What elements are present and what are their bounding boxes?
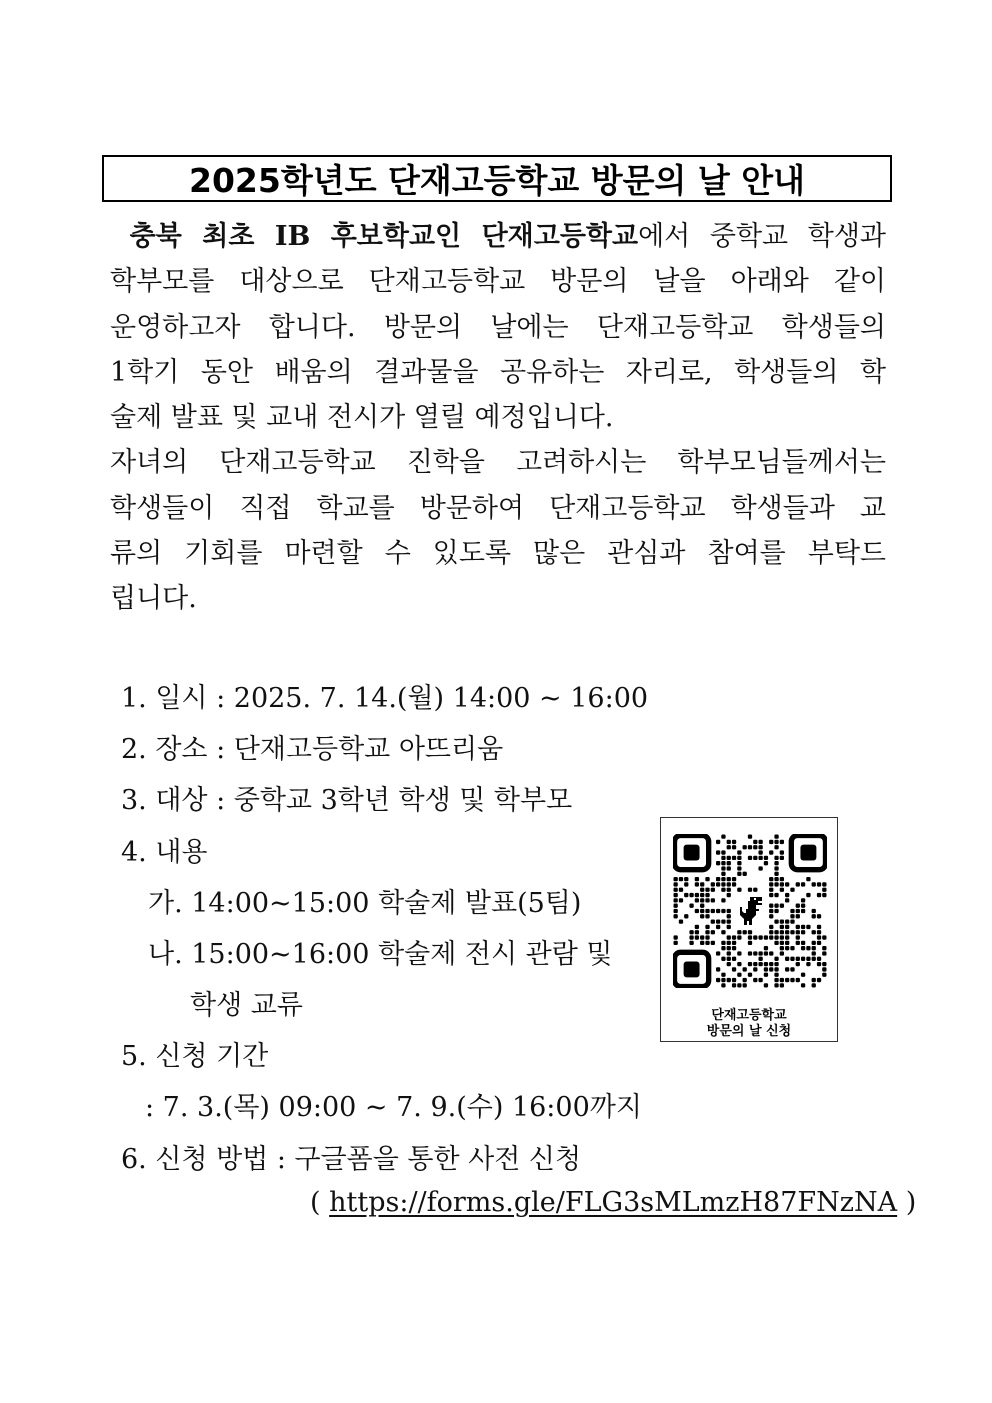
detail-link-row [310, 1187, 916, 1218]
intro-line-4: 1학기 동안 배움의 결과물을 공유하는 자리로, 학생들의 학 [110, 356, 886, 388]
google-form-link[interactable]: https://forms.gle/FLG3sMLmzH87FNzNA [329, 1187, 898, 1218]
dinosaur-icon [734, 893, 766, 927]
intro-line-8: 류의 기회를 마련할 수 있도록 많은 관심과 참여를 부탁드 [110, 538, 886, 570]
detail-content-b-cont: 학생 교류 [190, 990, 303, 1021]
detail-period-value: : 7. 3.(목) 09:00 ~ 7. 9.(수) 16:00까지 [145, 1092, 642, 1123]
intro-line-3: 운영하고자 합니다. 방문의 날에는 단재고등학교 학생들의 [110, 311, 886, 343]
qr-finder-bottom-left [675, 952, 709, 986]
intro-line-9: 립니다. [110, 583, 197, 615]
detail-period: 5. 신청 기간 [121, 1041, 269, 1072]
link-open-paren: ( [310, 1187, 330, 1218]
detail-target: 3. 대상 : 중학교 3학년 학생 및 학부모 [121, 785, 573, 816]
qr-caption-line-2: 방문의 날 신청 [706, 1024, 792, 1039]
page-title: 2025학년도 단재고등학교 방문의 날 안내 [102, 155, 892, 202]
qr-finder-top-left [675, 836, 709, 870]
qr-code-box [660, 817, 838, 1042]
detail-location: 2. 장소 : 단재고등학교 아뜨리움 [121, 734, 504, 765]
qr-finder-top-right [791, 836, 825, 870]
intro-line-1 [110, 214, 886, 259]
link-close-paren: ) [897, 1187, 917, 1218]
intro-line-5: 술제 발표 및 교내 전시가 열릴 예정입니다. [110, 402, 614, 434]
intro-line-6: 자녀의 단재고등학교 진학을 고려하시는 학부모님들께서는 [110, 447, 886, 479]
detail-content-a: 가. 14:00~15:00 학술제 발표(5팀) [148, 888, 582, 919]
intro-line-2: 학부모를 대상으로 단재고등학교 방문의 날을 아래와 같이 [110, 266, 886, 298]
detail-date: 1. 일시 : 2025. 7. 14.(월) 14:00 ~ 16:00 [121, 683, 649, 714]
qr-code[interactable] [673, 834, 827, 988]
detail-content: 4. 내용 [121, 837, 208, 868]
intro-line-1-rest: 에서 중학교 학생과 [638, 221, 886, 252]
detail-content-b: 나. 15:00~16:00 학술제 전시 관람 및 [148, 939, 613, 970]
qr-caption [661, 1008, 837, 1040]
intro-highlight: 충북 최초 IB 후보학교인 단재고등학교 [129, 221, 639, 252]
detail-method: 6. 신청 방법 : 구글폼을 통한 사전 신청 [121, 1144, 582, 1175]
qr-caption-line-1: 단재고등학교 [711, 1008, 787, 1023]
intro-paragraph [110, 214, 886, 622]
intro-line-7: 학생들이 직접 학교를 방문하여 단재고등학교 학생들과 교 [110, 492, 886, 524]
